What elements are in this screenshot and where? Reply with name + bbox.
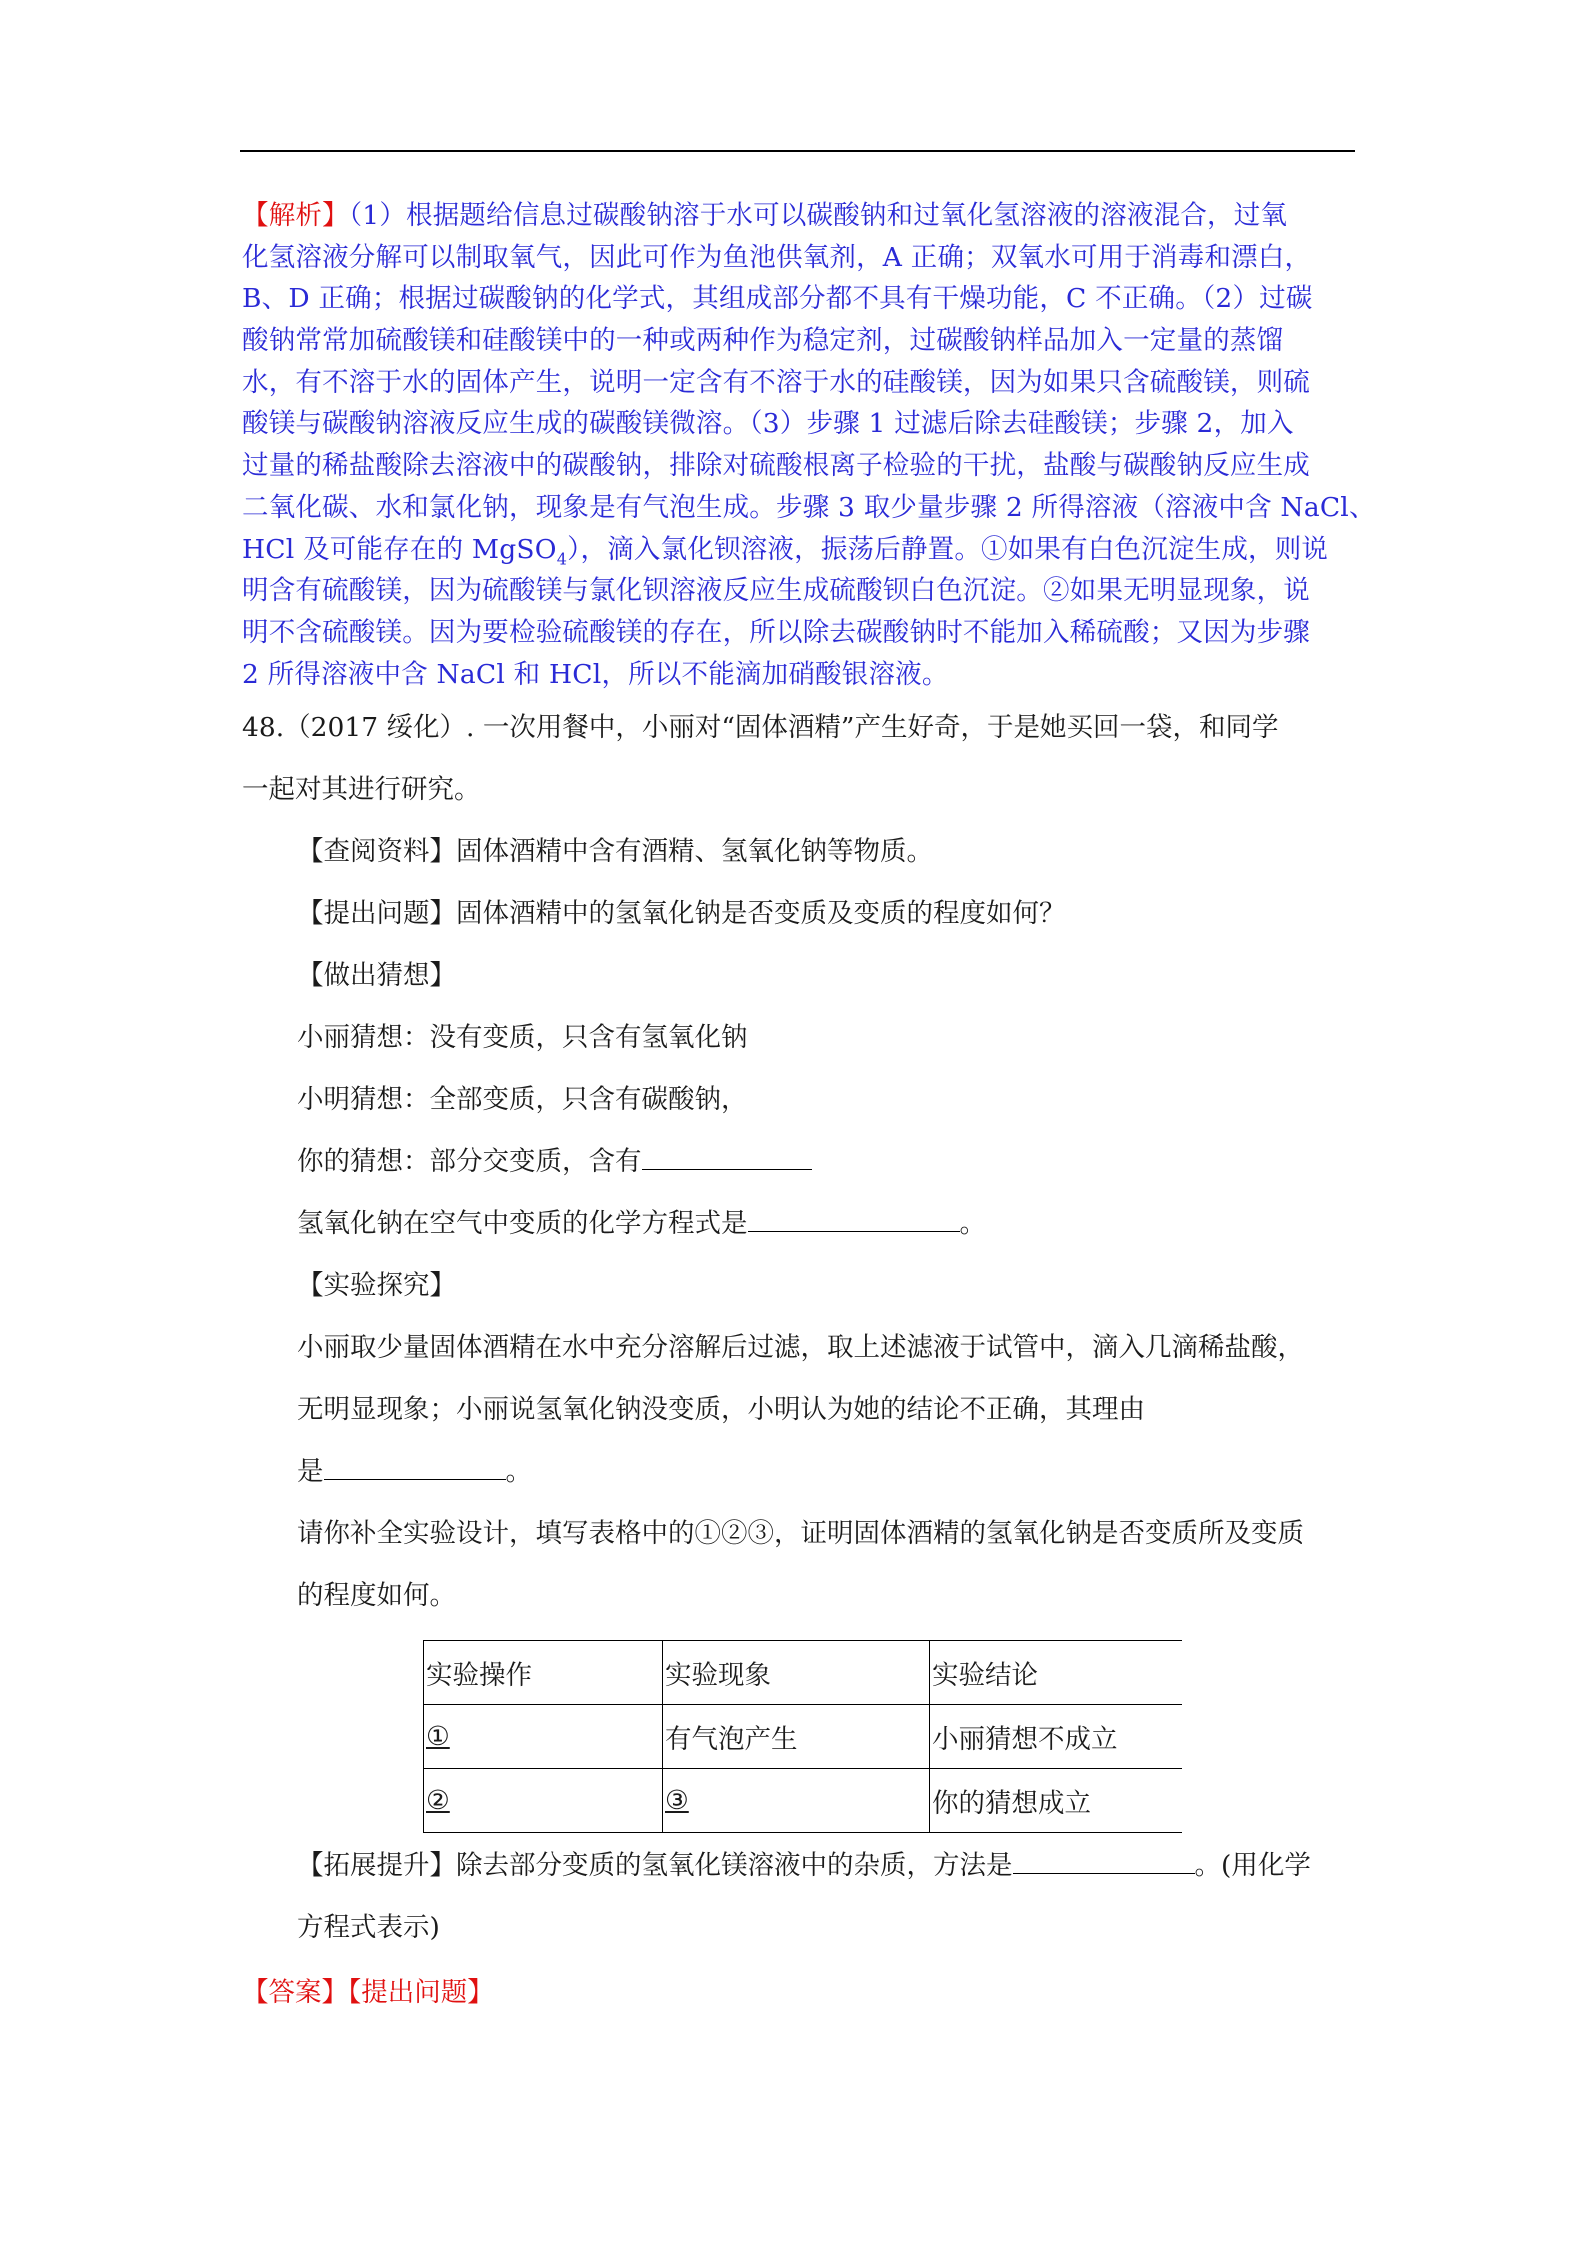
table-cell: 你的猜想成立	[930, 1769, 1183, 1833]
experiment-table	[423, 1640, 1182, 1833]
design-line-2: 的程度如何。	[297, 1580, 456, 1611]
analysis-tag: 【解析】	[242, 200, 349, 231]
analysis-line-2: 化氢溶液分解可以制取氧气，因此可作为鱼池供氧剂，A 正确；双氧水可用于消毒和漂白，	[242, 241, 1312, 273]
equation-question: 氢氧化钠在空气中变质的化学方程式是 。	[297, 1201, 986, 1240]
hypothesis-xiaoli: 小丽猜想：没有变质，只含有氢氧化钠	[297, 1022, 748, 1053]
analysis-line-12: 2 所得溶液中含 NaCl 和 HCl，所以不能滴加硝酸银溶液。	[242, 658, 949, 690]
analysis-line-7: 过量的稀盐酸除去溶液中的碳酸钠，排除对硫酸根离子检验的干扰，盐酸与碳酸钠反应生成	[242, 450, 1310, 482]
problem-line: 【提出问题】固体酒精中的氢氧化钠是否变质及变质的程度如何？	[297, 898, 1066, 929]
blank-your-hypothesis[interactable]	[642, 1143, 812, 1170]
blank-reason[interactable]	[324, 1453, 506, 1480]
explore-line-2: 无明显现象；小丽说氢氧化钠没变质，小明认为她的结论不正确，其理由	[297, 1394, 1145, 1425]
table-cell: 有气泡产生	[663, 1705, 930, 1769]
analysis-line-11: 明不含硫酸镁。因为要检验硫酸镁的存在，所以除去碳酸钠时不能加入稀硫酸；又因为步骤	[242, 616, 1310, 648]
extend-line-2: 方程式表示)	[297, 1912, 440, 1943]
answer-label: 【答案】【提出问题】	[242, 1977, 494, 2008]
analysis-section	[242, 195, 1376, 695]
analysis-line-5: 水，有不溶于水的固体产生，说明一定含有不溶于水的硅酸镁，因为如果只含硫酸镁，则硫	[242, 366, 1310, 398]
hypothesis-xiaoming: 小明猜想：全部变质，只含有碳酸钠，	[297, 1084, 748, 1115]
extend-line-1: 【拓展提升】除去部分变质的氢氧化镁溶液中的杂质，方法是 。(用化学	[297, 1843, 1311, 1882]
hypothesis-title: 【做出猜想】	[297, 960, 456, 991]
explore-line-3: 是 。	[297, 1449, 532, 1488]
table-row	[424, 1705, 1183, 1769]
table-cell: 小丽猜想不成立	[930, 1705, 1183, 1769]
blank-extend-method[interactable]	[1013, 1847, 1195, 1874]
table-cell-blank-2[interactable]: ②	[424, 1769, 663, 1833]
table-header: 实验结论	[930, 1641, 1183, 1705]
question-line-1: 48.（2017 绥化）. 一次用餐中，小丽对“固体酒精”产生好奇，于是她买回一袋，和同学	[242, 712, 1279, 743]
blank-equation[interactable]	[748, 1205, 960, 1232]
info-line: 【查阅资料】固体酒精中含有酒精、氢氧化钠等物质。	[297, 836, 933, 867]
question-line-2: 一起对其进行研究。	[242, 774, 481, 805]
table-header: 实验现象	[663, 1641, 930, 1705]
hypothesis-yours: 你的猜想：部分交变质，含有	[297, 1139, 812, 1178]
design-line-1: 请你补全实验设计，填写表格中的①②③，证明固体酒精的氢氧化钠是否变质所及变质	[297, 1518, 1304, 1549]
table-header: 实验操作	[424, 1641, 663, 1705]
explore-line-1: 小丽取少量固体酒精在水中充分溶解后过滤，取上述滤液于试管中，滴入几滴稀盐酸，	[297, 1332, 1304, 1363]
analysis-line-9: HCl 及可能存在的 MgSO$_4$），滴入氯化钡溶液，振荡后静置。①如果有白色沉淀生成，则说	[242, 533, 1329, 568]
analysis-line-1: 【解析】（1）根据题给信息过碳酸钠溶于水可以碳酸钠和过氧化氢溶液的溶液混合，过氧	[242, 200, 1288, 231]
analysis-line-3: B、D 正确；根据过碳酸钠的化学式，其组成部分都不具有干燥功能，C 不正确。（2）过碳	[242, 283, 1313, 315]
analysis-line-6: 酸镁与碳酸钠溶液反应生成的碳酸镁微溶。（3）步骤 1 过滤后除去硅酸镁；步骤 2，加入	[242, 408, 1294, 440]
table-row	[424, 1769, 1183, 1833]
analysis-line-10: 明含有硫酸镁，因为硫酸镁与氯化钡溶液反应生成硫酸钡白色沉淀。②如果无明显现象，说	[242, 575, 1310, 607]
table-header-row	[424, 1641, 1183, 1705]
analysis-line-4: 酸钠常常加硫酸镁和硅酸镁中的一种或两种作为稳定剂，过碳酸钠样品加入一定量的蒸馏	[242, 325, 1284, 357]
table-cell-blank-1[interactable]: ①	[424, 1705, 663, 1769]
header-rule	[240, 150, 1355, 152]
analysis-line-8: 二氧化碳、水和氯化钠，现象是有气泡生成。步骤 3 取少量步骤 2 所得溶液（溶液中含 NaCl、	[242, 491, 1376, 523]
explore-title: 【实验探究】	[297, 1270, 456, 1301]
table-cell-blank-3[interactable]: ③	[663, 1769, 930, 1833]
